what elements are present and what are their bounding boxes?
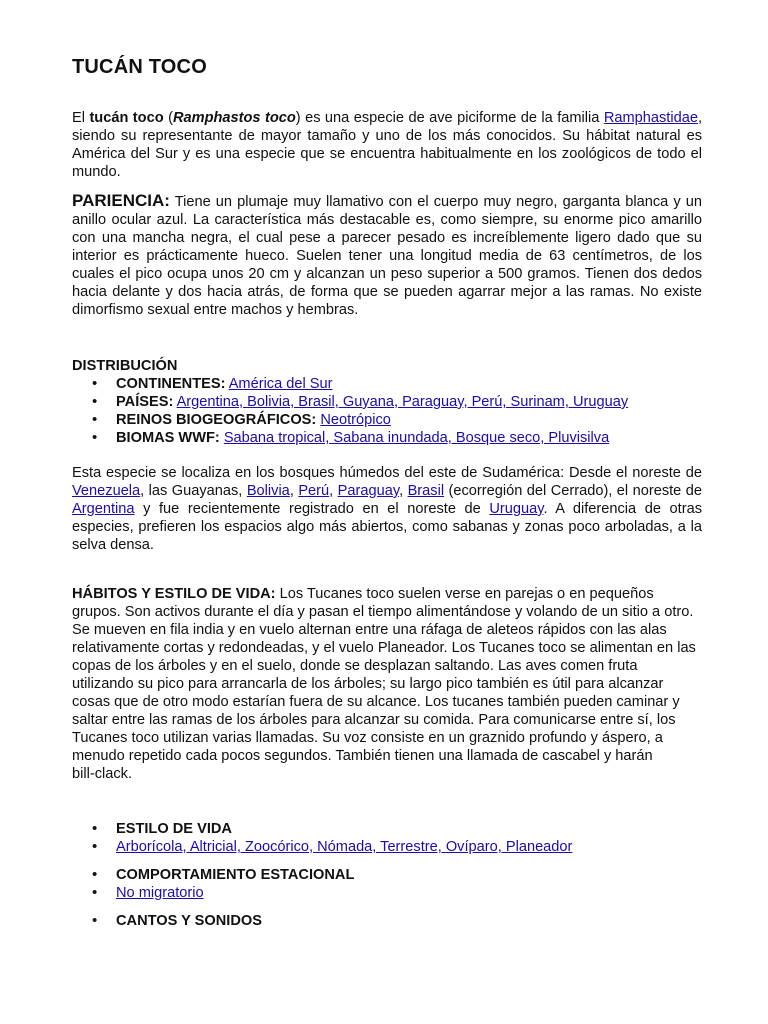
intro-paren: ( [168,110,173,126]
list-item-label: CONTINENTES: [116,376,226,392]
list-item [72,866,702,884]
habits-text: Los Tucanes toco suelen verse en parejas o en pequeños grupos. Son activos durante el día y pasan el tiempo alimentándose y volando de un sitio a otro. Se mueven en fila india y en vuelo alternan entre una ráfaga de aleteos rápidos con las alas relativamente cortas y redondeadas, y el vuelo Planeador. Los Tucanes toco se alimentan en las copas de los árboles y en el suelo, donde se desplazan saltando. Las aves comen fruta utilizando su pico para arrancarla de los árboles; su largo pico también es útil para alcanzar cosas que de otro modo estarían fuera de su alcance. Los tucanes también pueden caminar y saltar entre las ramas de los árboles para alcanzar su comida. Para comunicarse entre sí, los Tucanes toco utilizan varias llamadas. Su voz consiste en un graznido profundo y áspero, a menudo repetido cada pocos segundos. También tienen una llamada de cascabel y harán [72,586,696,764]
page-title: TUCÁN TOCO [72,56,207,78]
range-paragraph [72,464,702,554]
intro-text-2: , siendo su representante de mayor tamaño y uno de los más conocidos. Su hábitat natural es América del Sur y es una especie que se encuentra habitualmente en los zoológicos de todo el mundo. [72,110,703,180]
intro-scientific-name: Ramphastos toco [172,110,296,126]
link-continents[interactable]: América del Sur [228,376,333,392]
intro-text-1: ) es una especie de ave piciforme de la familia [295,110,600,126]
link-bolivia[interactable]: Bolivia [246,483,290,499]
link-lifestyle[interactable]: Arborícola, Altricial, Zoocórico, Nómada, Terrestre, Ovíparo, Planeador [116,839,573,855]
link-wwf-biomes[interactable]: Sabana tropical, Sabana inundada, Bosque seco, Pluvisilva [223,430,610,446]
habits-heading: HÁBITOS Y ESTILO DE VIDA: [72,586,276,602]
link-countries[interactable]: Argentina, Bolivia, Brasil, Guyana, Paraguay, Perú, Surinam, Uruguay [176,394,629,410]
lifestyle-section [72,820,702,930]
range-comma: , [399,483,404,499]
parience-text: Tiene un plumaje muy llamativo con el cuerpo muy negro, garganta blanca y un anillo ocular azul. La característica más destacable es, como siempre, su enorme pico amarillo con una mancha negra, el cual pese a parecer pesado es increíblemente ligero dado que su interior es prácticamente hueco. Suelen tener una longitud media de 63 centímetros, de los cuales el pico ocupa unos 20 cm y alcanzan un peso superior a 500 gramos. Tienen dos dedos hacia delante y dos hacia atrás, de forma que se pueden agarrar mejor a las ramas. No existe dimorfismo sexual entre machos y hembras. [72,194,702,318]
link-venezuela[interactable]: Venezuela [72,483,141,499]
link-peru[interactable]: Perú [298,483,330,499]
list-item [72,884,702,902]
range-text-5: . A diferencia de otras especies, prefieren los espacios algo más abiertos, como sabanas y zonas poco arboladas, a la selva densa. [72,501,702,553]
link-argentina[interactable]: Argentina [72,501,135,517]
range-comma: , [329,483,334,499]
lifestyle-list [72,820,702,856]
sounds-list [72,912,702,930]
list-item-label: PAÍSES: [116,394,174,410]
intro-common-name: tucán toco [89,110,164,126]
intro-el: El [72,110,85,126]
parience-heading: PARIENCIA: [72,191,170,210]
parience-paragraph [72,192,702,319]
range-text-3: (ecorregión del Cerrado), el noreste de [448,483,702,499]
list-item [72,838,702,856]
range-text-4: y fue recientemente registrado en el noreste de [143,501,481,517]
distribution-heading: DISTRIBUCIÓN [72,358,178,374]
intro-paragraph [72,109,702,181]
sounds-heading: CANTOS Y SONIDOS [116,913,262,929]
link-seasonal[interactable]: No migratorio [116,885,204,901]
list-item-label: BIOMAS WWF: [116,430,220,446]
habits-paragraph [72,585,702,783]
list-item [72,393,702,411]
link-brasil[interactable]: Brasil [407,483,445,499]
link-ramphastidae[interactable]: Ramphastidae [603,110,698,126]
range-text-1: Esta especie se localiza en los bosques húmedos del este de Sudamérica: Desde el noreste de [72,465,702,481]
list-item [72,411,702,429]
link-uruguay[interactable]: Uruguay [489,501,544,517]
seasonal-list [72,866,702,902]
list-item [72,820,702,838]
link-paraguay[interactable]: Paraguay [337,483,400,499]
distribution-list [72,375,702,447]
range-text-2: , las Guayanas, [140,483,243,499]
list-item [72,429,702,447]
distribution-section [72,357,702,447]
link-biogeographic-realms[interactable]: Neotrópico [320,412,391,428]
list-item-label: REINOS BIOGEOGRÁFICOS: [116,412,317,428]
seasonal-heading: COMPORTAMIENTO ESTACIONAL [116,867,355,883]
list-item [72,375,702,393]
range-comma: , [289,483,294,499]
lifestyle-heading: ESTILO DE VIDA [116,821,232,837]
habits-tail: bill-clack. [72,766,133,782]
list-item [72,912,702,930]
